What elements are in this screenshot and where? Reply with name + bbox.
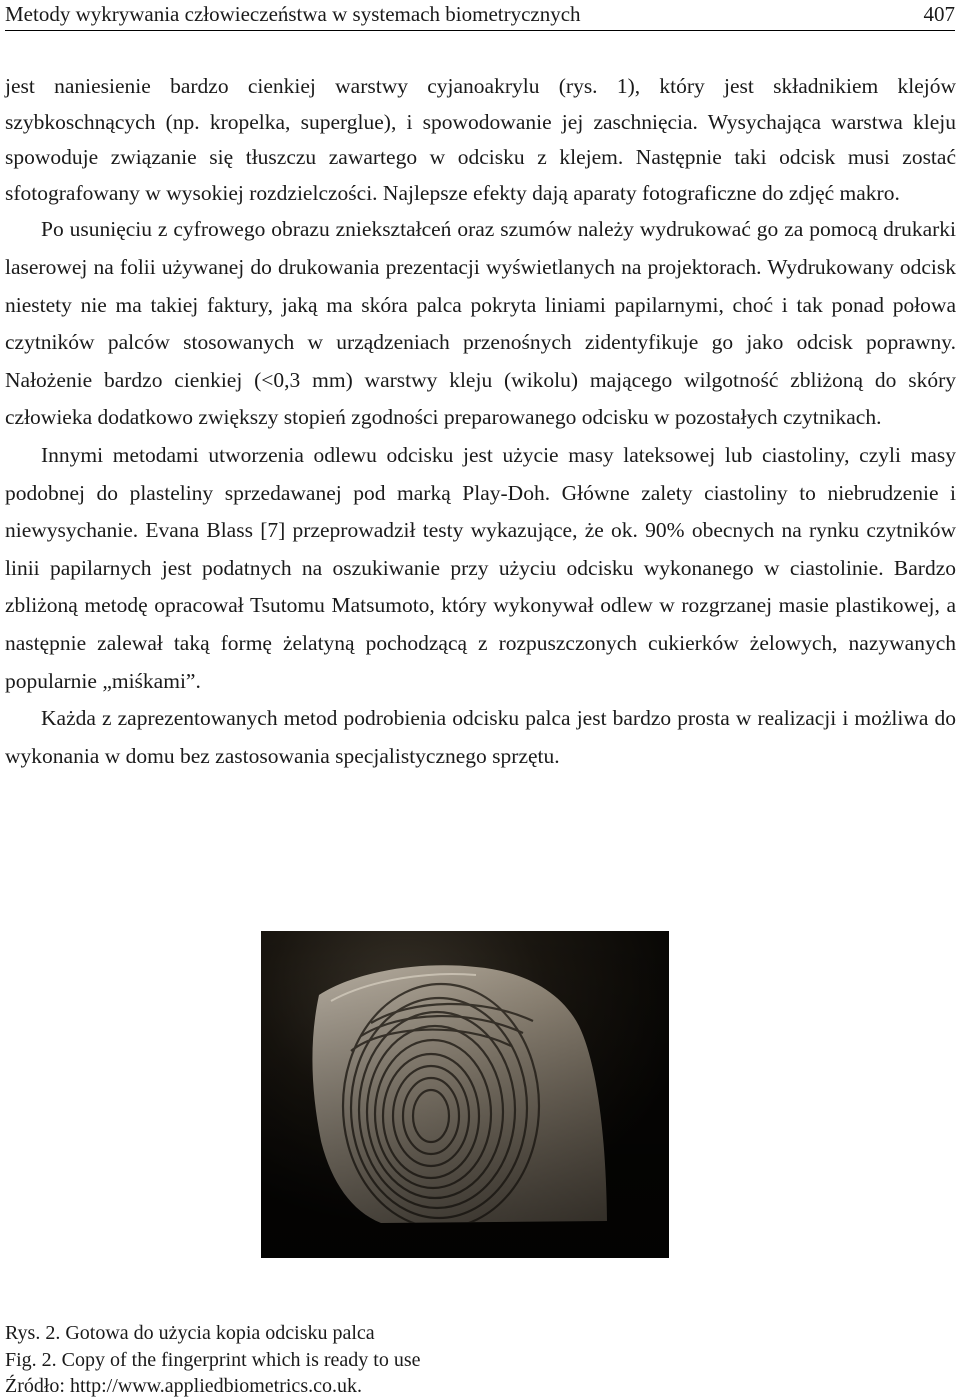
caption-source: Źródło: http://www.appliedbiometrics.co.uk. <box>5 1375 362 1397</box>
paragraph-2: Po usunięciu z cyfrowego obrazu zniekształceń oraz szumów należy wydrukować go za pomocą drukarki laserowej na folii używanej do drukowania prezentacji wyświetlanych na projektorach. Wydrukowany odcisk niestety nie ma takiej faktury, jaką ma skóra palca pokryta liniami papilarnymi, choć i tak ponad połowa czytników palców stosowanych w urządzeniach przenośnych zidentyfikuje go jako odcisk poprawny. Nałożenie bardzo cienkiej (<0,3 mm) warstwy kleju (wikolu) mającego wilgotność zbliżoną do skóry człowieka dodatkowo zwiększy stopień zgodności preparowanego odcisku w pozostałych czytnikach. <box>5 217 956 430</box>
running-header <box>5 0 955 31</box>
figure-caption <box>5 1320 421 1400</box>
running-title: Metody wykrywania człowieczeństwa w systemach biometrycznych <box>5 2 581 26</box>
paragraph-4: Każda z zaprezentowanych metod podrobienia odcisku palca jest bardzo prosta w realizacji i możliwa do wykonania w domu bez zastosowania specjalistycznego sprzętu. <box>5 706 956 768</box>
fingerprint-copy-photo <box>261 931 669 1258</box>
body-text <box>5 69 956 775</box>
caption-polish: Rys. 2. Gotowa do użycia kopia odcisku palca <box>5 1322 375 1344</box>
paragraph-1: jest naniesienie bardzo cienkiej warstwy cyjanoakrylu (rys. 1), który jest składnikiem klejów szybkoschnących (np. kropelka, superglue), i spowodowanie jej zaschnięcia. Wysychająca warstwa kleju spowoduje związanie się tłuszczu zawartego w odcisku z klejem. Następnie taki odcisk musi zostać sfotografowany w wysokiej rozdzielczości. Najlepsze efekty dają aparaty fotograficzne do zdjęć makro. <box>5 74 956 205</box>
caption-english: Fig. 2. Copy of the fingerprint which is ready to use <box>5 1348 421 1371</box>
page-number: 407 <box>923 2 955 26</box>
paragraph-3: Innymi metodami utworzenia odlewu odcisku jest użycie masy lateksowej lub ciastoliny, czyli masy podobnej do plasteliny sprzedawanej pod marką Play-Doh. Główne zalety ciastoliny to niebrudzenie i niewysychanie. Evana Blass [7] przeprowadził testy wykazujące, że ok. 90% obecnych na rynku czytników linii papilarnych jest podatnych na oszukiwanie przy użyciu odcisku wykonanego w ciastolinie. Bardzo zbliżoną metodę opracował Tsutomu Matsumoto, który wykonywał odlew w rozgrzanej masie plastikowej, a następnie zalewał taką formę żelatyną pochodzącą z rozpuszczonych cukierków żelowych, nazywanych popularnie „miśkami”. <box>5 442 956 693</box>
